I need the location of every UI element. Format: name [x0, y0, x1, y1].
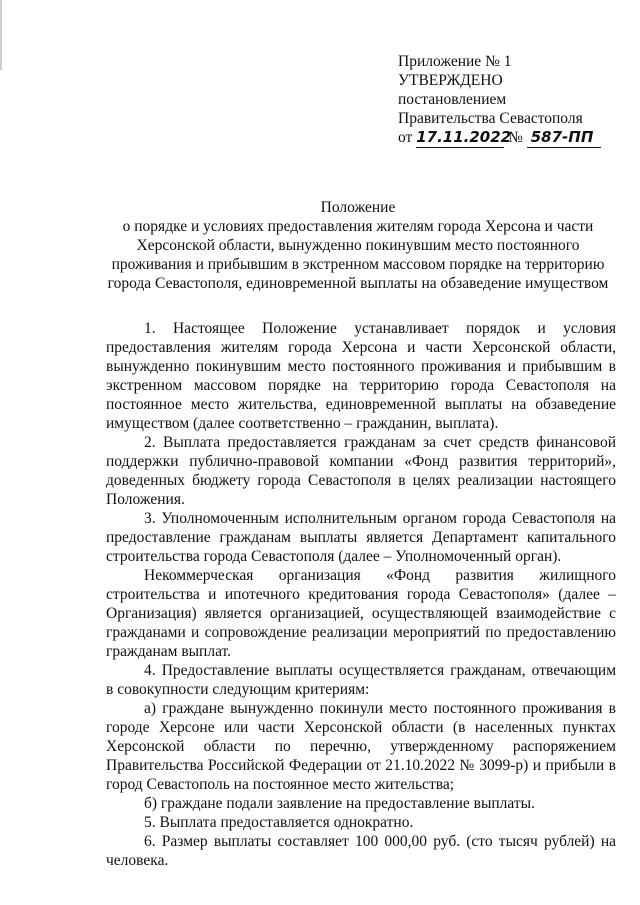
handwritten-number: 587-ПП [527, 128, 601, 148]
document-body [106, 319, 616, 870]
date-prefix: от [398, 129, 413, 146]
paragraph: 2. Выплата предоставляется гражданам за счет средств финансовой поддержки публично-правовой компании «Фонд развития территорий», доведенных бюджету города Севастополя в целях реализации настоящего Положения. [106, 434, 616, 508]
paragraph: б) граждане подали заявление на предоставление выплаты. [144, 795, 535, 812]
government-label: Правительства Севастополя [398, 110, 583, 127]
paragraph: 1. Настоящее Положение устанавливает порядок и условия предоставления жителям города Херсона и части Херсонской области, вынужденно покинувшим место постоянного проживания и прибывшим в экстренном массовом порядке на территорию города Севастополя на постоянное место жительства, единовременной выплаты на обзаведение имуществом (далее соответственно – гражданин, выплата). [106, 320, 616, 432]
scan-edge-mark [0, 0, 2, 70]
paragraph: 6. Размер выплаты составляет 100 000,00 руб. (сто тысяч рублей) на человека. [106, 833, 616, 869]
paragraph: 5. Выплата предоставляется однократно. [144, 814, 414, 831]
document-title-block [98, 198, 618, 293]
paragraph: а) граждане вынужденно покинули место постоянного проживания в городе Херсоне или части Херсонской области (в населенных пунктах Херсонской области по перечню, утвержденному распоряжением Правительства Российской Федерации от 21.10.2022 № 3099-р) и прибыли в город Севастополь на постоянное место жительства; [106, 700, 616, 793]
date-number-line [398, 128, 601, 148]
document-subtitle: о порядке и условиях предоставления жителям города Херсона и части Херсонской области, вынужденно покинувшим место постоянного проживания и прибывшим в экстренном массовом порядке на территорию города Севастополя, единовременной выплаты на обзаведение имуществом [107, 218, 609, 292]
handwritten-date: 17.11.2022 [416, 128, 512, 146]
paragraph: 3. Уполномоченным исполнительным органом города Севастополя на предоставление гражданам выплаты является Департамент капитального строительства города Севастополя (далее – Уполномоченный орган). [106, 510, 616, 565]
approval-stamp-block [398, 52, 601, 148]
paragraph: 4. Предоставление выплаты осуществляется гражданам, отвечающим в совокупности следующим критериям: [106, 662, 616, 698]
paragraph: Некоммерческая организация «Фонд развития жилищного строительства и ипотечного кредитования города Севастополя» (далее – Организация) является организацией, осуществляющей взаимодействие с гражданами и сопровождение реализации мероприятий по предоставлению гражданам выплат. [106, 567, 616, 660]
number-prefix: № [508, 129, 523, 146]
appendix-label: Приложение № 1 [398, 53, 512, 70]
decree-label: постановлением [398, 91, 507, 108]
document-heading: Положение [320, 199, 396, 216]
approved-label: УТВЕРЖДЕНО [398, 72, 503, 89]
